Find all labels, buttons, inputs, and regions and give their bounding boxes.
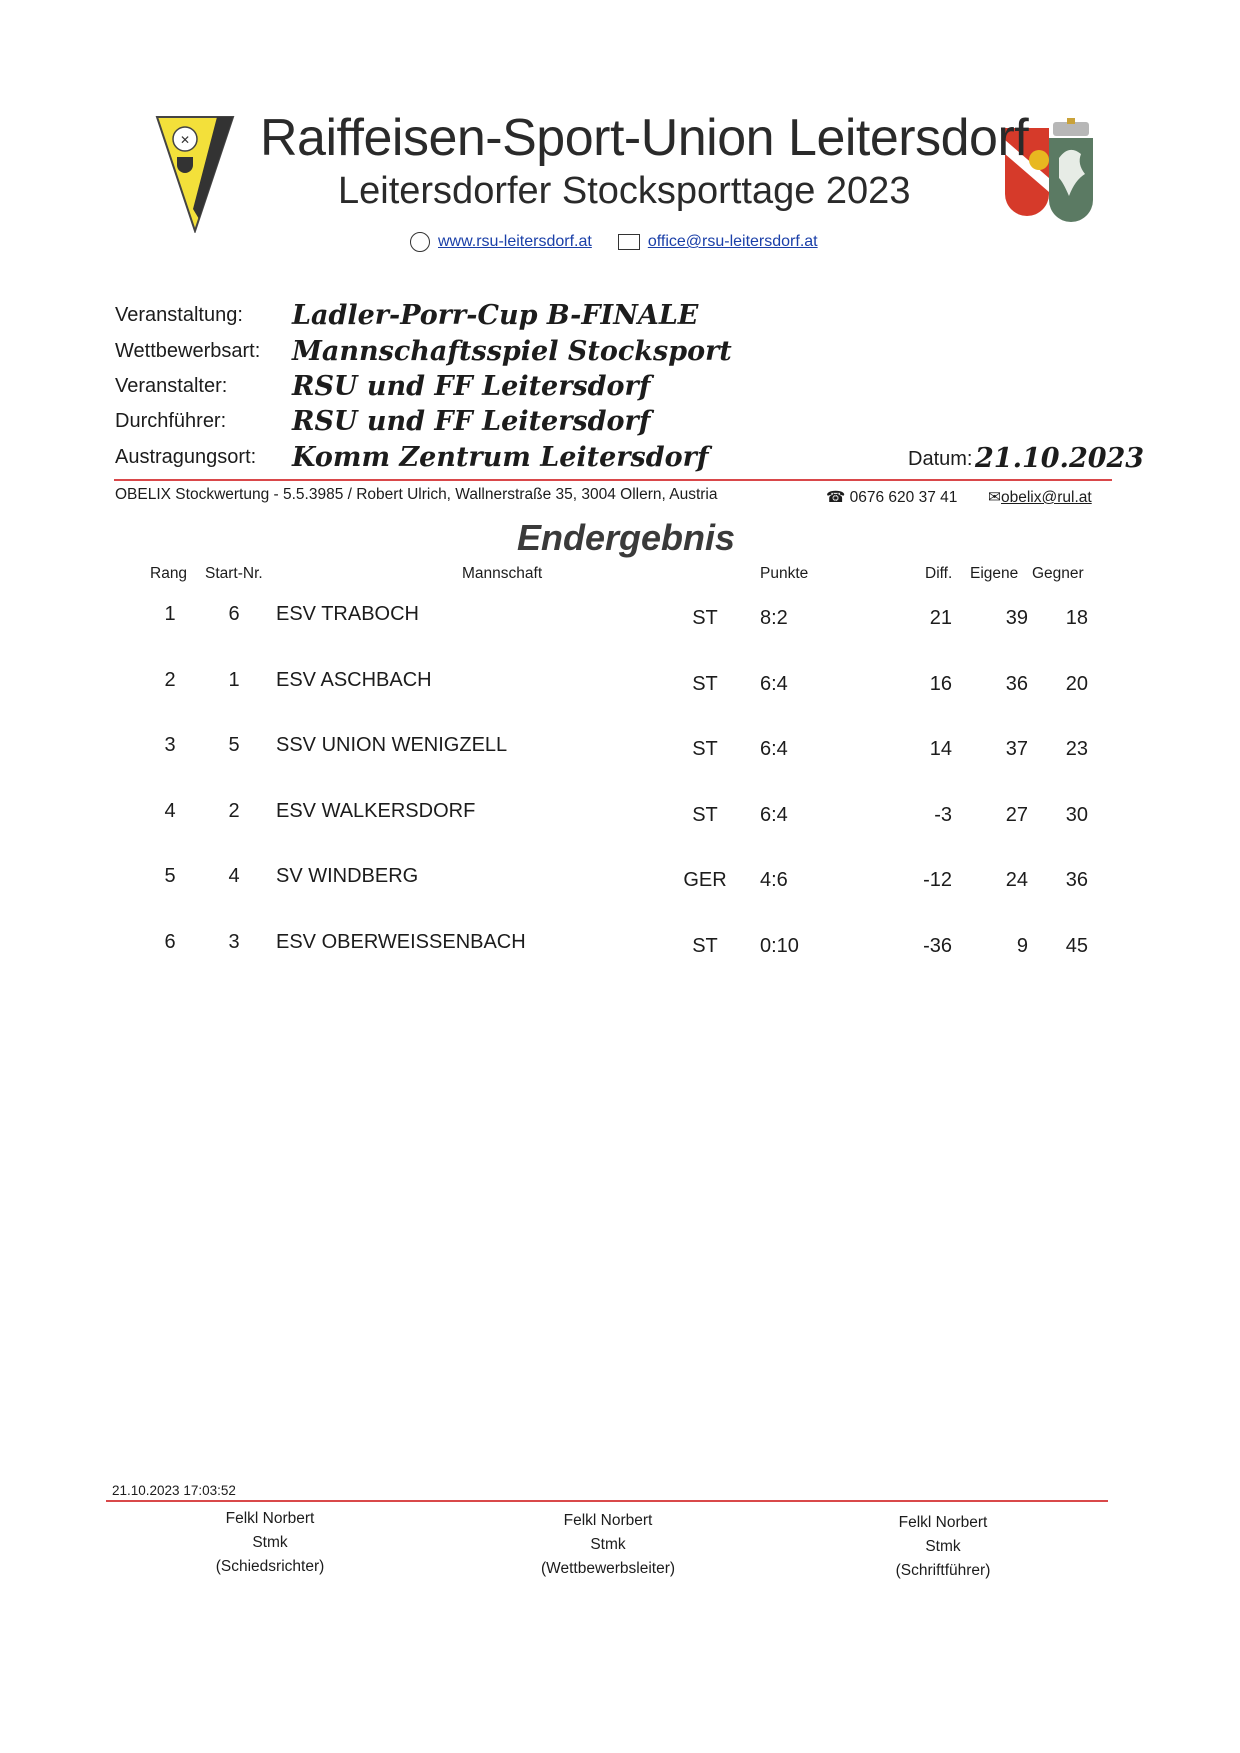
signature-name: Felkl Norbert bbox=[898, 1514, 988, 1531]
globe-icon bbox=[410, 232, 430, 252]
cell-own: 39 bbox=[1005, 607, 1028, 629]
cell-team: ESV ASCHBACH bbox=[276, 668, 432, 691]
cell-points: 8:2 bbox=[760, 607, 788, 629]
cell-points: 4:6 bbox=[760, 869, 788, 892]
cell-diff: 21 bbox=[929, 607, 952, 629]
header-opponent: Gegner bbox=[1032, 565, 1084, 582]
cell-team: SV WINDBERG bbox=[276, 865, 419, 888]
cell-diff: -36 bbox=[923, 935, 952, 957]
date-label: Datum: bbox=[908, 448, 973, 470]
website-link[interactable]: www.rsu-leitersdorf.at bbox=[438, 233, 592, 250]
header-team: Mannschaft bbox=[462, 565, 543, 582]
cell-points: 6:4 bbox=[760, 672, 788, 695]
header-own: Eigene bbox=[970, 565, 1019, 582]
phone-line bbox=[826, 488, 957, 507]
cell-own: 9 bbox=[1016, 935, 1028, 957]
cell-start-number: 6 bbox=[228, 603, 240, 625]
contact-line bbox=[410, 232, 818, 252]
cell-own: 37 bbox=[1005, 738, 1028, 761]
cell-diff: -3 bbox=[934, 803, 952, 826]
signature-region: Stmk bbox=[925, 1538, 961, 1555]
header-rank: Rang bbox=[150, 565, 188, 582]
cell-diff: -12 bbox=[923, 869, 952, 892]
phone-icon: ☎ bbox=[826, 489, 846, 506]
cell-opponent: 36 bbox=[1065, 869, 1088, 892]
cell-region: GER bbox=[683, 869, 727, 892]
club-pennant-logo bbox=[155, 115, 235, 233]
contact-email[interactable]: obelix@rul.at bbox=[1001, 489, 1092, 506]
envelope-icon: ✉ bbox=[988, 489, 1001, 506]
signature-region: Stmk bbox=[252, 1534, 288, 1551]
cell-region: ST bbox=[692, 935, 718, 957]
event-subtitle: Leitersdorfer Stocksporttage 2023 bbox=[338, 170, 911, 212]
cell-points: 0:10 bbox=[760, 935, 799, 957]
header-points: Punkte bbox=[760, 565, 809, 582]
cell-own: 24 bbox=[1005, 869, 1028, 892]
print-timestamp: 21.10.2023 17:03:52 bbox=[112, 1483, 236, 1498]
cell-team: SSV UNION WENIGZELL bbox=[276, 734, 508, 757]
cell-rank: 6 bbox=[164, 931, 176, 953]
info-value-veranstaltung: Ladler-Porr-Cup B-FINALE bbox=[292, 300, 699, 331]
cell-points: 6:4 bbox=[760, 738, 788, 761]
header-divider bbox=[114, 479, 1112, 481]
cell-start-number: 3 bbox=[228, 931, 240, 953]
signature-role: (Wettbewerbsleiter) bbox=[540, 1560, 676, 1577]
contact-email-line bbox=[988, 488, 1092, 507]
phone-number: 0676 620 37 41 bbox=[849, 489, 958, 506]
info-value-wettbewerbsart: Mannschaftsspiel Stocksport bbox=[292, 336, 732, 367]
cell-own: 36 bbox=[1005, 672, 1028, 695]
signature-referee bbox=[150, 1507, 390, 1579]
mail-icon bbox=[618, 234, 640, 250]
cell-diff: 16 bbox=[929, 672, 952, 695]
cell-opponent: 30 bbox=[1065, 803, 1088, 826]
cell-team: ESV WALKERSDORF bbox=[276, 799, 476, 822]
footer-divider bbox=[106, 1500, 1108, 1502]
cell-opponent: 23 bbox=[1065, 738, 1088, 761]
info-value-austragungsort: Komm Zentrum Leitersdorf bbox=[292, 442, 709, 473]
cell-start-number: 4 bbox=[228, 865, 240, 888]
cell-rank: 4 bbox=[164, 799, 176, 822]
cell-diff: 14 bbox=[929, 738, 952, 761]
cell-start-number: 1 bbox=[228, 668, 240, 691]
cell-region: ST bbox=[692, 738, 718, 761]
cell-rank: 2 bbox=[164, 668, 176, 691]
cell-start-number: 5 bbox=[228, 734, 240, 757]
signature-recorder bbox=[823, 1511, 1063, 1583]
info-label-durchfuehrer: Durchführer: bbox=[115, 410, 227, 432]
software-credit: OBELIX Stockwertung - 5.5.3985 / Robert Ulrich, Wallnerstraße 35, 3004 Ollern, Austria bbox=[115, 486, 718, 503]
signature-competition-leader bbox=[488, 1509, 728, 1581]
cell-region: ST bbox=[692, 607, 718, 629]
cell-opponent: 20 bbox=[1065, 672, 1088, 695]
cell-team: ESV OBERWEISSENBACH bbox=[276, 931, 526, 953]
info-label-veranstaltung: Veranstaltung: bbox=[115, 304, 243, 326]
info-value-durchfuehrer: RSU und FF Leitersdorf bbox=[292, 406, 651, 437]
header-diff: Diff. bbox=[925, 565, 953, 582]
cell-region: ST bbox=[692, 803, 718, 826]
signature-region: Stmk bbox=[590, 1536, 626, 1553]
results-heading: Endergebnis bbox=[516, 517, 736, 558]
cell-team: ESV TRABOCH bbox=[276, 603, 419, 625]
signature-role: (Schriftführer) bbox=[895, 1562, 991, 1579]
info-label-wettbewerbsart: Wettbewerbsart: bbox=[115, 340, 261, 362]
svg-text:✕: ✕ bbox=[179, 133, 191, 147]
info-value-veranstalter: RSU und FF Leitersdorf bbox=[292, 371, 651, 402]
header-start-number: Start-Nr. bbox=[205, 565, 263, 582]
cell-opponent: 45 bbox=[1065, 935, 1088, 957]
club-title: Raiffeisen-Sport-Union Leitersdorf bbox=[260, 109, 1029, 167]
cell-rank: 5 bbox=[164, 865, 176, 888]
cell-rank: 1 bbox=[164, 603, 176, 625]
info-label-austragungsort: Austragungsort: bbox=[115, 446, 257, 468]
cell-region: ST bbox=[692, 672, 718, 695]
cell-rank: 3 bbox=[164, 734, 176, 757]
signature-name: Felkl Norbert bbox=[225, 1510, 315, 1527]
date-value: 21.10.2023 bbox=[975, 443, 1145, 474]
cell-points: 6:4 bbox=[760, 803, 788, 826]
email-link[interactable]: office@rsu-leitersdorf.at bbox=[647, 233, 818, 250]
cell-start-number: 2 bbox=[228, 799, 240, 822]
cell-own: 27 bbox=[1005, 803, 1028, 826]
info-label-veranstalter: Veranstalter: bbox=[115, 375, 228, 397]
signature-role: (Schiedsrichter) bbox=[215, 1558, 325, 1575]
signature-name: Felkl Norbert bbox=[563, 1512, 653, 1529]
cell-opponent: 18 bbox=[1065, 607, 1088, 629]
